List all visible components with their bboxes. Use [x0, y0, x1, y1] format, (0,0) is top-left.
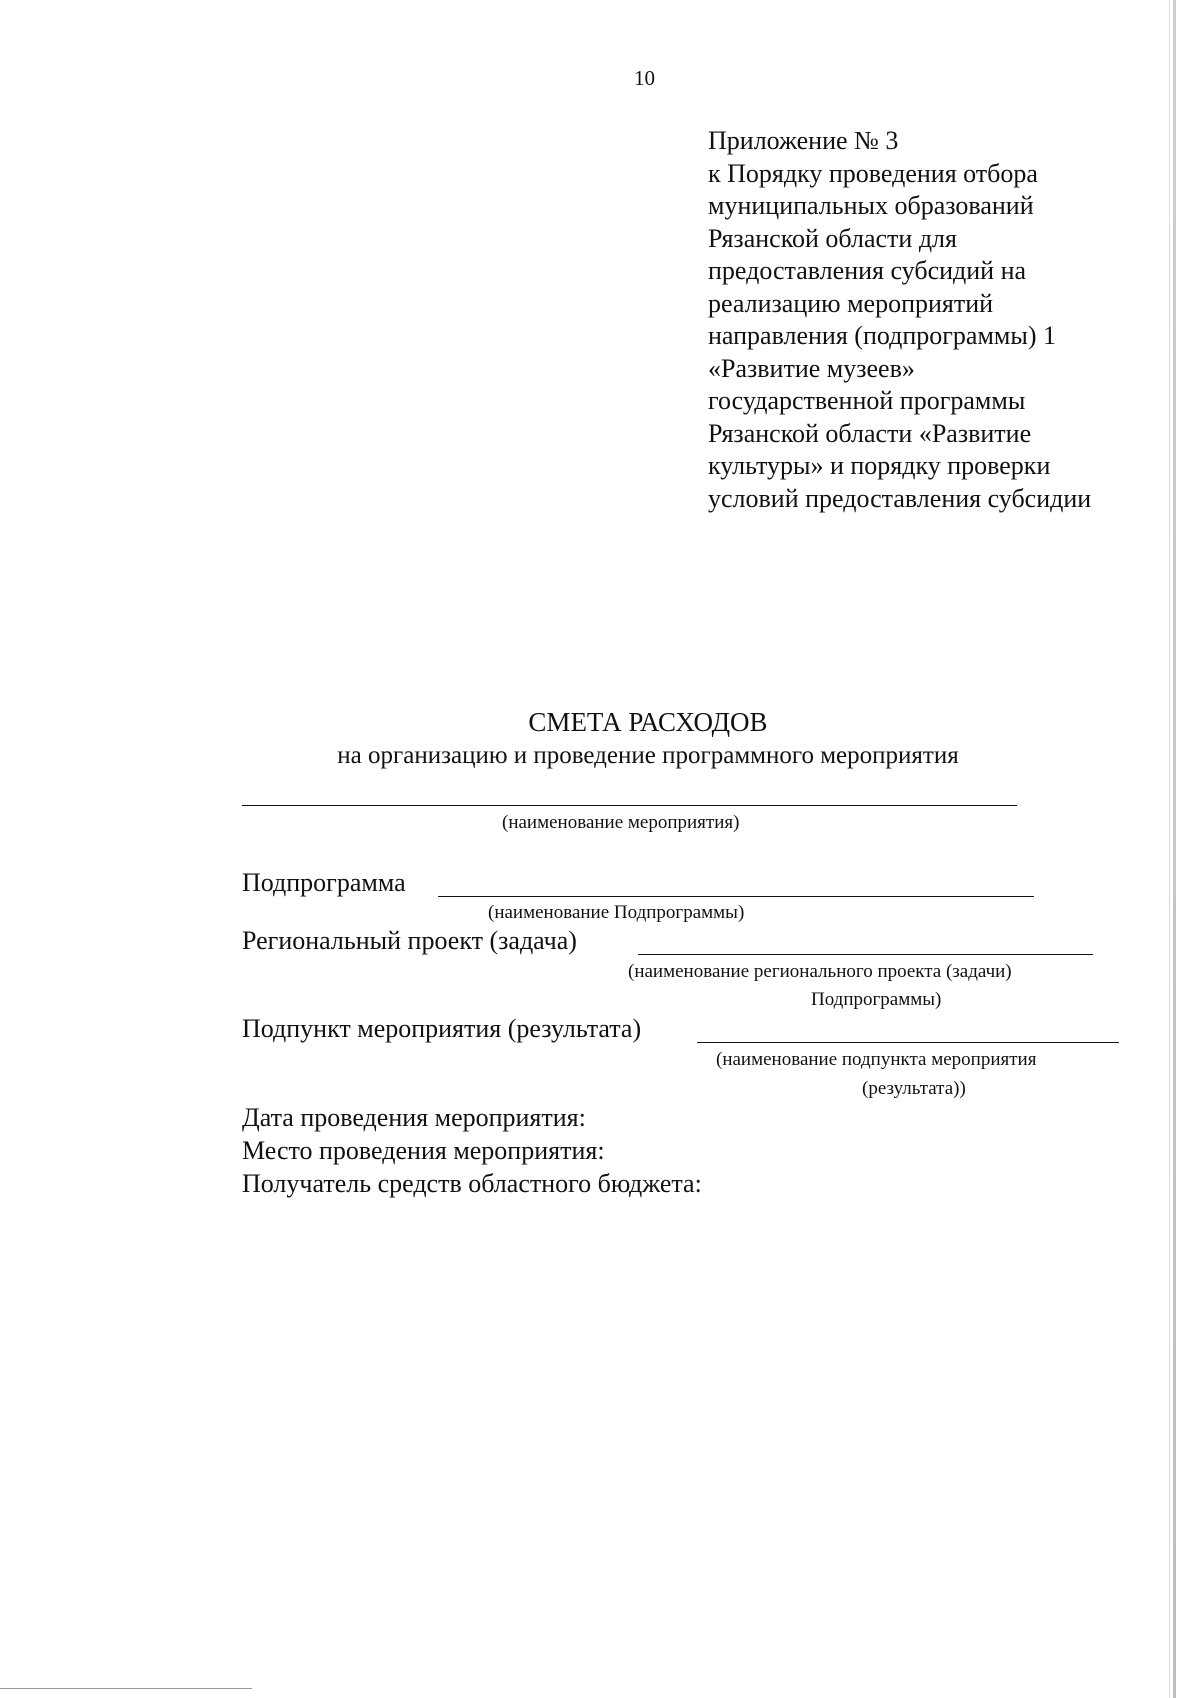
appendix-line: Рязанской области для	[708, 223, 957, 253]
event-date-label: Дата проведения мероприятия:	[242, 1103, 586, 1132]
subitem-label: Подпункт мероприятия (результата)	[242, 1014, 642, 1043]
bottom-edge-line	[0, 1688, 252, 1689]
appendix-line: Приложение № 3	[708, 126, 899, 155]
appendix-line: условий предоставления субсидии	[708, 483, 1092, 513]
page-number: 10	[634, 66, 655, 90]
regional-project-caption-2: Подпрограммы)	[811, 989, 942, 1010]
appendix-line: культуры» и порядку проверки	[708, 451, 1051, 480]
scan-edge-inner	[1169, 0, 1170, 1698]
event-place-label: Место проведения мероприятия:	[242, 1136, 605, 1165]
subprogram-line	[438, 896, 1034, 897]
budget-recipient-label: Получатель средств областного бюджета:	[242, 1169, 702, 1198]
regional-project-line	[638, 954, 1093, 955]
document-subtitle: на организацию и проведение программного мероприятия	[337, 742, 959, 769]
event-name-caption: (наименование мероприятия)	[502, 812, 740, 833]
subitem-line	[697, 1042, 1119, 1043]
appendix-line: государственной программы	[708, 386, 1026, 415]
appendix-line: «Развитие музеев»	[708, 353, 915, 383]
regional-project-label: Региональный проект (задача)	[242, 926, 577, 955]
appendix-line: направления (подпрограммы) 1	[708, 321, 1057, 350]
appendix-line: к Порядку проведения отбора	[708, 158, 1038, 188]
subitem-caption: (наименование подпункта мероприятия	[716, 1049, 1037, 1070]
appendix-line: предоставления субсидий на	[708, 256, 1027, 285]
appendix-line: Рязанской области «Развитие	[708, 418, 1032, 448]
appendix-line: реализацию мероприятий	[708, 288, 994, 318]
event-name-line	[242, 805, 1017, 806]
scan-edge	[1173, 0, 1176, 1698]
appendix-header	[708, 125, 1091, 515]
document-title: СМЕТА РАСХОДОВ	[528, 707, 768, 737]
appendix-line: муниципальных образований	[708, 191, 1034, 220]
subprogram-caption: (наименование Подпрограммы)	[488, 902, 745, 923]
subitem-caption-2: (результата))	[862, 1078, 966, 1099]
regional-project-caption: (наименование регионального проекта (задачи)	[628, 961, 1012, 982]
subprogram-label: Подпрограмма	[242, 868, 406, 897]
